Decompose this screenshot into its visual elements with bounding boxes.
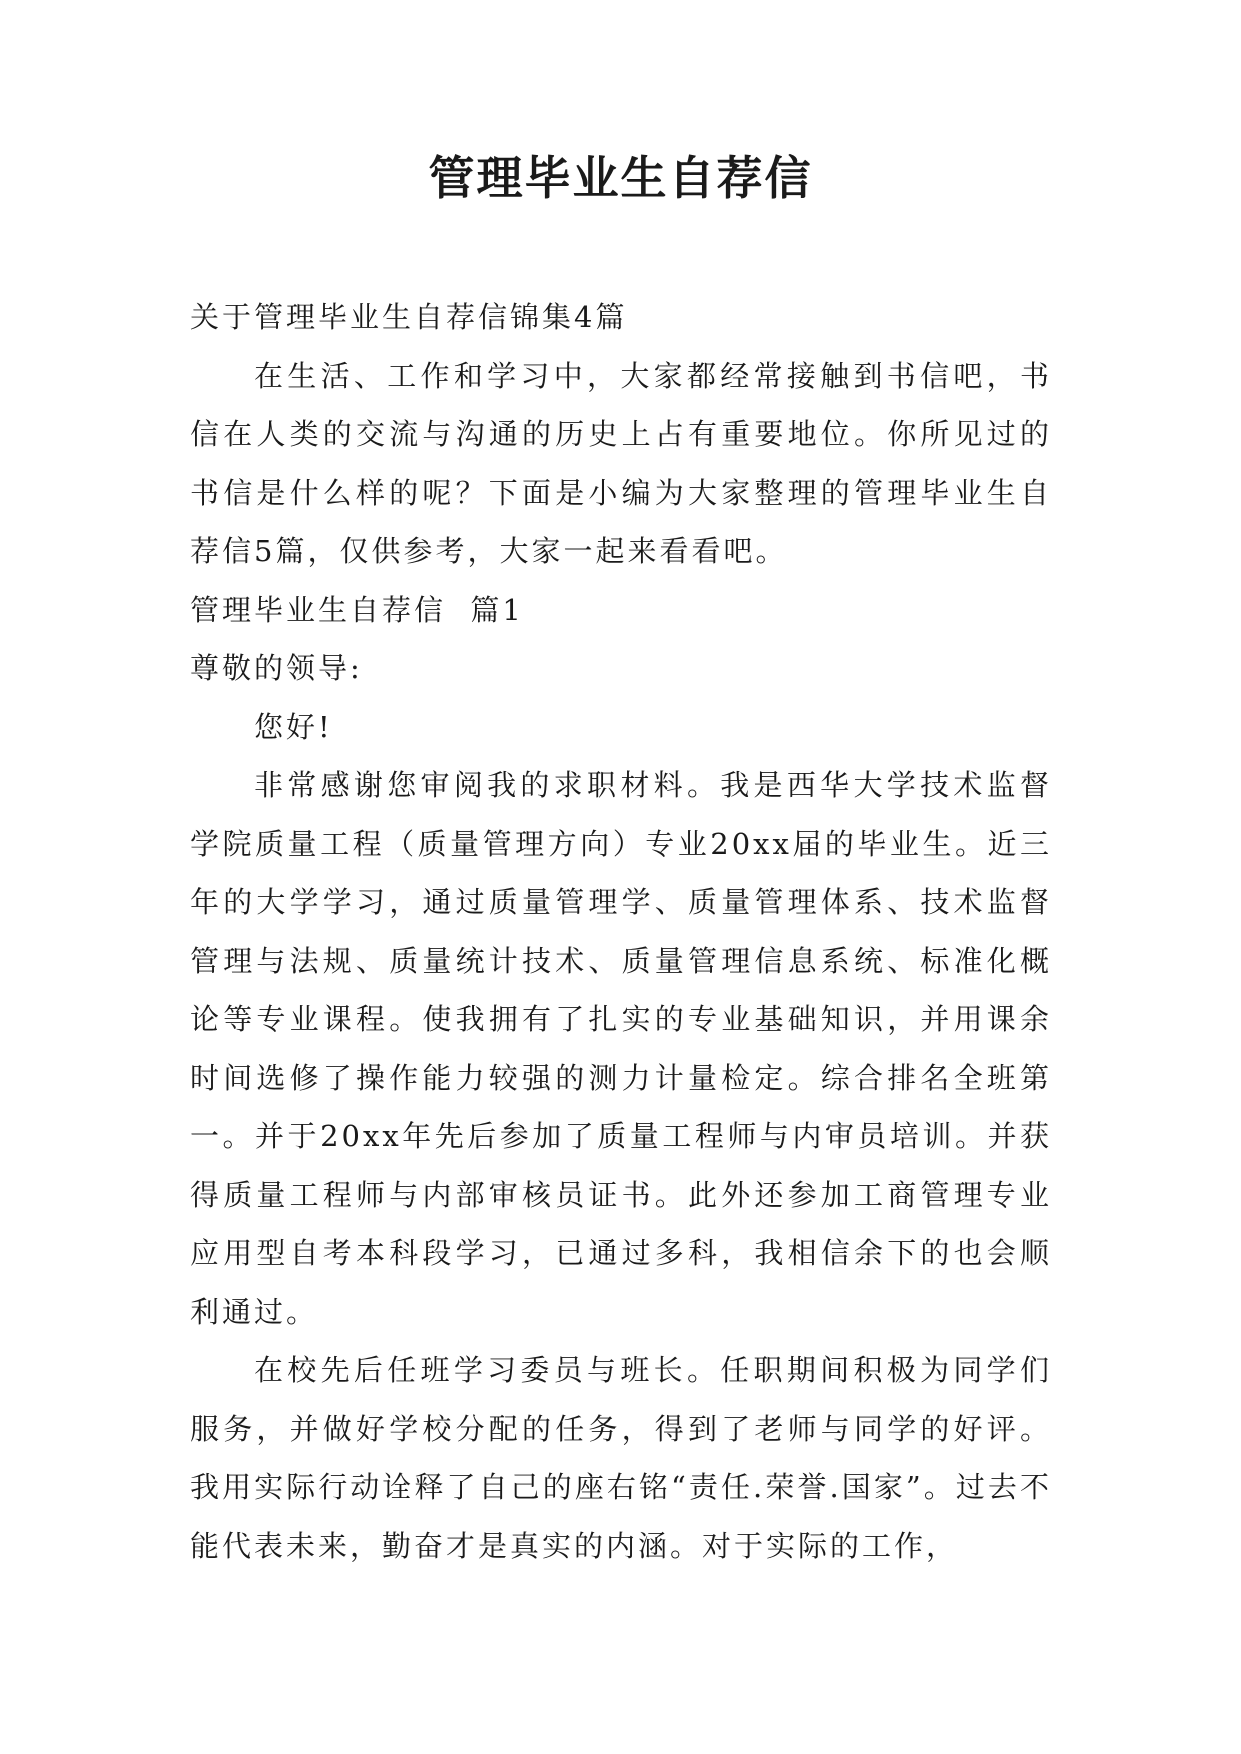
section-heading: 管理毕业生自荐信 篇1	[190, 592, 524, 627]
document-title: 管理毕业生自荐信	[428, 151, 813, 205]
intro-paragraph: 在生活、工作和学习中，大家都经常接触到书信吧，书信在人类的交流与沟通的历史上占有重要地位。你所见过的书信是什么样的呢？下面是小编为大家整理的管理毕业生自荐信5篇，仅供参考，大家一起来看看吧。	[190, 358, 1052, 568]
greeting: 您好!	[254, 709, 333, 744]
salutation: 尊敬的领导:	[190, 651, 363, 685]
body-paragraph-2: 在校先后任班学习委员与班长。任职期间积极为同学们服务，并做好学校分配的任务，得到了老师与同学的好评。我用实际行动诠释了自己的座右铭“责任.荣誉.国家”。过去不能代表未来，勤奋才是真实的内涵。对于实际的工作，	[190, 1353, 1052, 1563]
document-subtitle: 关于管理毕业生自荐信锦集4篇	[190, 300, 628, 334]
body-paragraph-1: 非常感谢您审阅我的求职材料。我是西华大学技术监督学院质量工程（质量管理方向）专业20xx届的毕业生。近三年的大学学习，通过质量管理学、质量管理体系、技术监督管理与法规、质量统计技术、质量管理信息系统、标准化概论等专业课程。使我拥有了扎实的专业基础知识，并用课余时间选修了操作能力较强的测力计量检定。综合排名全班第一。并于20xx年先后参加了质量工程师与内审员培训。并获得质量工程师与内部审核员证书。此外还参加工商管理专业应用型自考本科段学习，已通过多科，我相信余下的也会顺利通过。	[190, 768, 1052, 1329]
document-body	[190, 288, 1052, 1575]
